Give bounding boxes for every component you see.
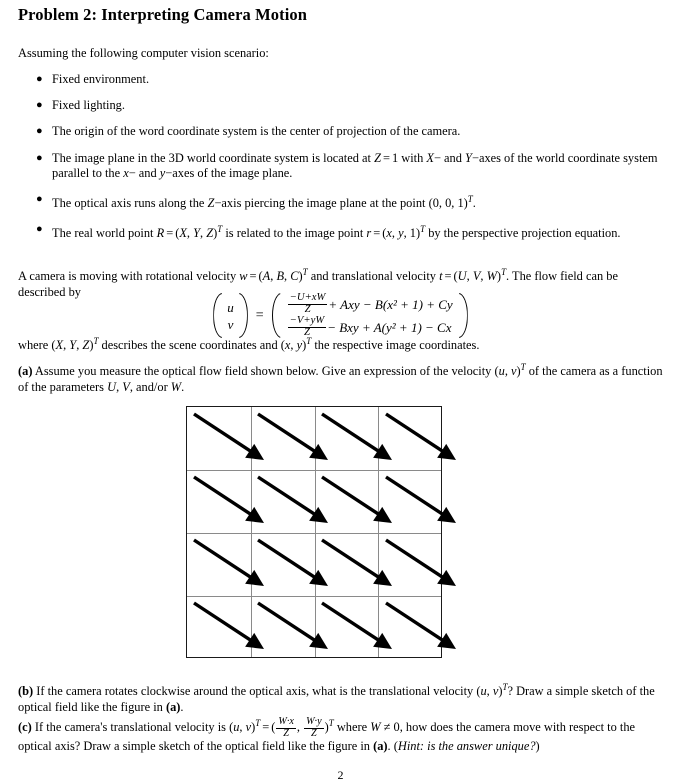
bullet-dot-icon: ● [36,125,43,138]
part-b-label: (b) [18,684,34,699]
gridline-horizontal [187,596,441,597]
gridline-vertical [251,407,252,657]
part-b-ref: (a) [165,699,181,714]
fraction-wx-z [276,717,296,739]
bullet-dot-icon: ● [36,98,43,111]
left-paren-close [240,292,248,339]
part-c-hint-label: Hint: is the answer unique? [397,739,536,754]
part-b-paragraph: (b) If the camera rotates clockwise around the optical axis, what is the translational velocity (u, v)$^T$? Draw a simple sketch of the optical field like the figure in (a). [18,682,655,714]
velocity-vector [225,298,236,334]
page-title: Problem 2: Interpreting Camera Motion [18,5,308,24]
fraction-wy-z [304,717,324,739]
bullet-dot-icon: ● [36,73,43,85]
gridline-vertical [378,407,379,657]
part-c-label: (c) [18,720,32,735]
fraction-wx-numerator: W·x [278,716,294,728]
fraction-wy-denominator: Z [311,727,317,739]
part-c-paragraph: (c) If the camera's translational velocity is (u, v)$^T$ = ( $\frac{W\cdot x}{Z}$ , $\frac{W\cdot y}{Z}$ )$^T$ where W ≠ 0, how does the camera move with respect to the optical axis? Draw a simple sketch of the optical field like the figure in (a). (Hint: is the answer unique?) [18,716,636,754]
list-item-label: Fixed lighting. [52,97,125,112]
optical-flow-figure [186,406,442,658]
camera-motion-paragraph: A camera is moving with rotational velocity w = (A, B, C)$^T$ and translational velocity t = (U, V, W)$^T$. The flow field can be described by [18,267,618,299]
fraction-u-numerator: −U+xW [289,292,326,303]
flow-expression-matrix [284,292,456,339]
part-a-label: (a) [18,364,33,379]
gridline-vertical [315,407,316,657]
list-item-fixed-lighting [30,98,668,114]
page-number: 2 [337,768,344,782]
gridline-horizontal [187,533,441,534]
right-paren-close [460,292,468,339]
fraction-u-denominator: Z [304,303,311,315]
part-a-paragraph: (a) Assume you measure the optical flow field shown below. Give an expression of the velocity (u, v)$^T$ of the camera as a function of the parameters U, V, and/or W. [18,362,663,394]
part-c-ref: (a) [373,739,388,754]
list-item-origin-word-coordinate [30,124,668,140]
list-item-label: The optical axis runs along the Z−axis piercing the image plane at the point (0, 0, 1)$^T$. [52,193,476,211]
fraction-wy-numerator: W·y [306,716,322,728]
fraction-v-numerator: −V+yW [289,314,325,326]
equals-sign: = [255,307,264,323]
left-paren-open [213,292,221,339]
list-item-optical-axis [30,192,668,212]
velocity-v: v [227,316,234,332]
where-paragraph: where (X, Y, Z)$^T$ describes the scene coordinates and (x, y)$^T$ the respective image coordinates. [18,336,480,353]
fraction-u [288,293,328,316]
flow-row-u [287,293,453,316]
flow-row-v-rest: − Bxy + A(y² + 1) − Cx [327,319,452,335]
flow-row-u-rest: + Axy − B(x² + 1) + Cy [328,296,453,312]
velocity-u: u [227,299,234,315]
bullet-dot-icon: ● [36,192,43,205]
right-paren-open [272,292,280,339]
assumptions-list [30,72,668,251]
list-item-fixed-environment [30,72,668,88]
bullet-dot-icon: ● [36,151,43,164]
list-item-label: The image plane in the 3D world coordinate system is located at Z = 1 with X− and Y−axes of the world coordinate system parallel to the x− and y−axes of the image plane. [52,150,658,181]
list-item-real-world-point [30,222,668,242]
fraction-v-denominator: Z [303,326,310,338]
list-item-label: Fixed environment. [52,72,150,86]
list-item-image-plane [30,151,668,182]
list-item-label: The real world point R = (X, Y, Z)$^T$ is related to the image point r = (x, y, 1)$^T$ by the perspective projection equation. [52,223,621,240]
fraction-wx-denominator: Z [283,727,289,739]
flow-grid [186,406,442,658]
intro-text: Assuming the following computer vision scenario: [18,46,269,60]
bullet-dot-icon: ● [36,222,43,235]
list-item-label: The origin of the word coordinate system is the center of projection of the camera. [52,124,461,139]
gridline-horizontal [187,470,441,471]
